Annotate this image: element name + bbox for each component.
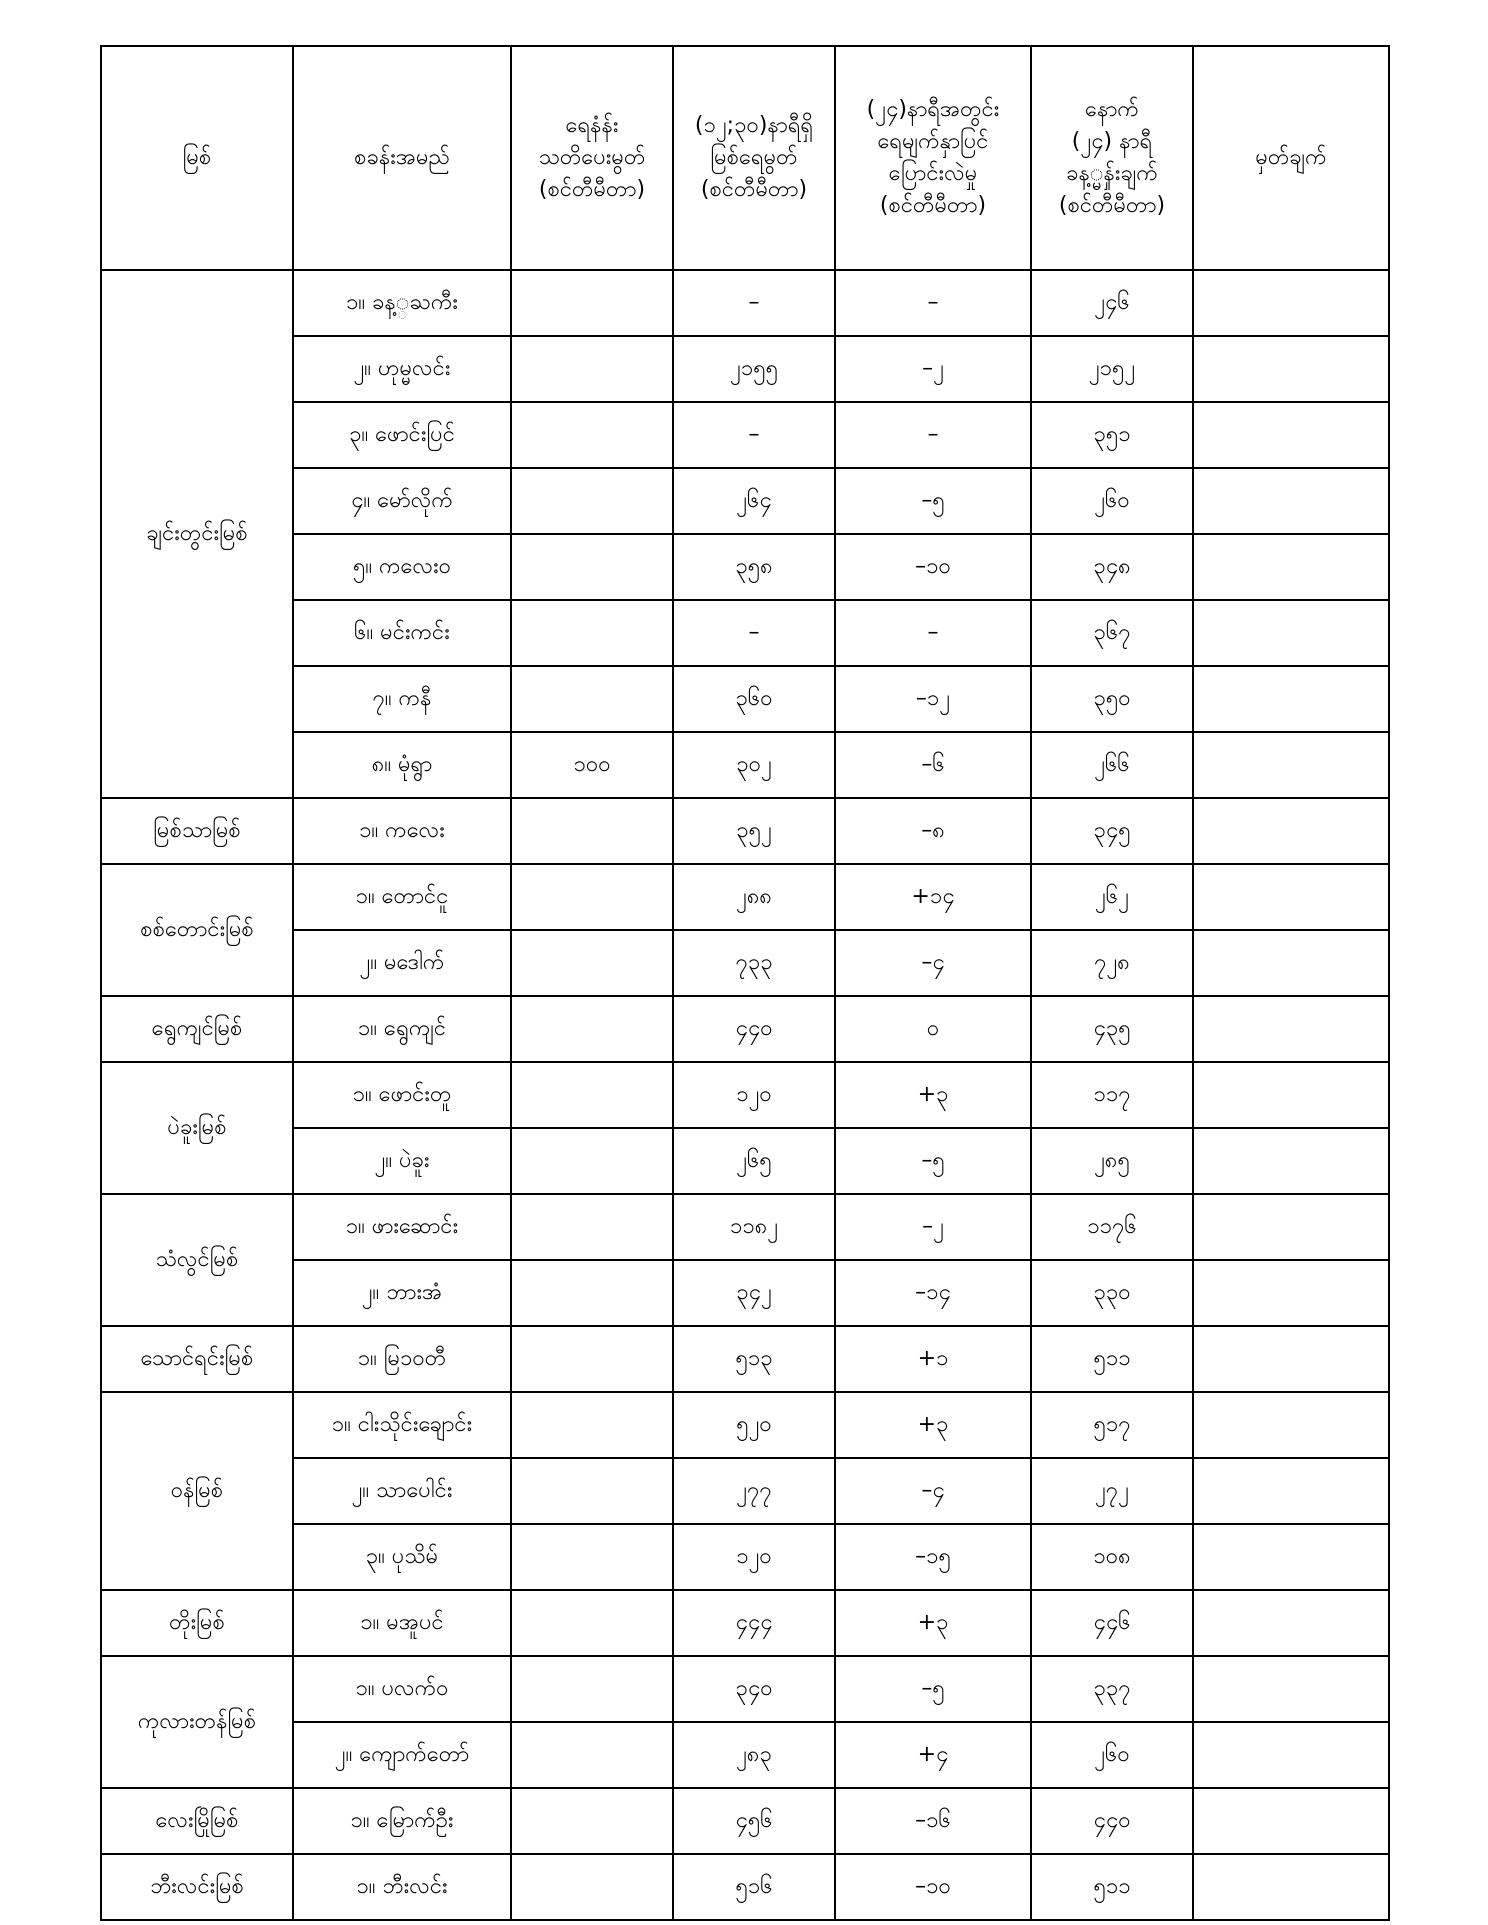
danger-level-cell <box>511 1722 673 1788</box>
table-row <box>101 1656 1389 1722</box>
station-name-cell: ၁။ ငါးသိုင်းချောင်း <box>293 1392 511 1458</box>
forecast-level-cell: ၁၁၇၆ <box>1031 1194 1193 1260</box>
station-name-cell: ၂။ သာပေါင်း <box>293 1458 511 1524</box>
forecast-level-cell: ၅၁၁ <box>1031 1326 1193 1392</box>
current-level-cell: ၁၁၈၂ <box>673 1194 835 1260</box>
danger-level-cell <box>511 1128 673 1194</box>
station-name-cell: ၁။ ဖောင်းတူ <box>293 1062 511 1128</box>
remark-cell <box>1193 864 1389 930</box>
level-change-cell: –၈ <box>835 798 1031 864</box>
current-level-cell: ၁၂၀ <box>673 1062 835 1128</box>
table-body <box>101 270 1389 1920</box>
station-name-cell: ၁။ ဖားဆောင်း <box>293 1194 511 1260</box>
level-change-cell: – <box>835 402 1031 468</box>
current-level-cell: – <box>673 600 835 666</box>
table-row <box>101 1326 1389 1392</box>
current-level-cell: ၅၁၃ <box>673 1326 835 1392</box>
remark-cell <box>1193 336 1389 402</box>
forecast-level-cell: ၂၆၀ <box>1031 1722 1193 1788</box>
station-name-cell: ၂။ မဒေါက် <box>293 930 511 996</box>
remark-cell <box>1193 732 1389 798</box>
level-change-cell: +၁ <box>835 1326 1031 1392</box>
column-header-current-level: (၁၂;၃၀)နာရီရှိ မြစ်ရေမွတ် (စင်တီမီတာ) <box>673 46 835 270</box>
river-name-cell: မြစ်သာမြစ် <box>101 798 293 864</box>
forecast-level-cell: ၃၃၇ <box>1031 1656 1193 1722</box>
table-row <box>101 930 1389 996</box>
danger-level-cell <box>511 1194 673 1260</box>
danger-level-cell <box>511 798 673 864</box>
forecast-level-cell: ၃၃၀ <box>1031 1260 1193 1326</box>
remark-cell <box>1193 1392 1389 1458</box>
forecast-level-cell: ၁၁၇ <box>1031 1062 1193 1128</box>
current-level-cell: ၂၆၄ <box>673 468 835 534</box>
danger-level-cell: ၁၀၀ <box>511 732 673 798</box>
station-name-cell: ၂။ ပဲခူး <box>293 1128 511 1194</box>
table-row <box>101 666 1389 732</box>
river-name-cell: ရွေကျင်မြစ် <box>101 996 293 1062</box>
level-change-cell: – <box>835 600 1031 666</box>
level-change-cell: –၁၂ <box>835 666 1031 732</box>
river-name-cell: ပဲခူးမြစ် <box>101 1062 293 1194</box>
danger-level-cell <box>511 930 673 996</box>
current-level-cell: ၄၄၀ <box>673 996 835 1062</box>
station-name-cell: ၁။ ရွေကျင် <box>293 996 511 1062</box>
forecast-level-cell: ၃၄၅ <box>1031 798 1193 864</box>
level-change-cell: –၁၀ <box>835 1854 1031 1920</box>
station-name-cell: ၁။ ကလေး <box>293 798 511 864</box>
station-name-cell: ၃။ ဖောင်းပြင် <box>293 402 511 468</box>
river-name-cell: တိုးမြစ် <box>101 1590 293 1656</box>
forecast-level-cell: ၂၁၅၂ <box>1031 336 1193 402</box>
remark-cell <box>1193 1458 1389 1524</box>
forecast-level-cell: ၂၆၂ <box>1031 864 1193 930</box>
table-row <box>101 468 1389 534</box>
station-name-cell: ၁။ ဘီးလင်း <box>293 1854 511 1920</box>
station-name-cell: ၂။ ဟုမ္မလင်း <box>293 336 511 402</box>
table-row <box>101 1788 1389 1854</box>
current-level-cell: ၅၂၀ <box>673 1392 835 1458</box>
column-header-station: စခန်းအမည် <box>293 46 511 270</box>
danger-level-cell <box>511 666 673 732</box>
station-name-cell: ၄။ မော်လိုက် <box>293 468 511 534</box>
forecast-level-cell: ၅၁၇ <box>1031 1392 1193 1458</box>
current-level-cell: ၄၅၆ <box>673 1788 835 1854</box>
forecast-level-cell: ၂၇၂ <box>1031 1458 1193 1524</box>
table-header <box>101 46 1389 270</box>
level-change-cell: – <box>835 270 1031 336</box>
level-change-cell: –၄ <box>835 1458 1031 1524</box>
table-row <box>101 270 1389 336</box>
forecast-level-cell: ၃၄၈ <box>1031 534 1193 600</box>
station-name-cell: ၃။ ပုသိမ် <box>293 1524 511 1590</box>
remark-cell <box>1193 1788 1389 1854</box>
remark-cell <box>1193 600 1389 666</box>
table-row <box>101 1722 1389 1788</box>
current-level-cell: ၂၈၈ <box>673 864 835 930</box>
current-level-cell: ၃၆၀ <box>673 666 835 732</box>
table-row <box>101 336 1389 402</box>
forecast-level-cell: ၄၃၅ <box>1031 996 1193 1062</box>
remark-cell <box>1193 1128 1389 1194</box>
column-header-remark: မှတ်ချက် <box>1193 46 1389 270</box>
remark-cell <box>1193 1062 1389 1128</box>
forecast-level-cell: ၁၀၈ <box>1031 1524 1193 1590</box>
river-name-cell: ချင်းတွင်းမြစ် <box>101 270 293 798</box>
remark-cell <box>1193 402 1389 468</box>
station-name-cell: ၁။ ပလက်ဝ <box>293 1656 511 1722</box>
column-header-river: မြစ် <box>101 46 293 270</box>
remark-cell <box>1193 798 1389 864</box>
current-level-cell: ၅၁၆ <box>673 1854 835 1920</box>
river-name-cell: သောင်ရင်းမြစ် <box>101 1326 293 1392</box>
table-row <box>101 864 1389 930</box>
remark-cell <box>1193 1656 1389 1722</box>
forecast-level-cell: ၃၆၇ <box>1031 600 1193 666</box>
level-change-cell: +၃ <box>835 1392 1031 1458</box>
level-change-cell: –၂ <box>835 1194 1031 1260</box>
current-level-cell: ၃၄၂ <box>673 1260 835 1326</box>
level-change-cell: –၅ <box>835 1656 1031 1722</box>
station-name-cell: ၆။ မင်းကင်း <box>293 600 511 666</box>
table-row <box>101 1128 1389 1194</box>
danger-level-cell <box>511 468 673 534</box>
table-row <box>101 1194 1389 1260</box>
danger-level-cell <box>511 402 673 468</box>
station-name-cell: ၁။ ခန့္ႀကီး <box>293 270 511 336</box>
table-row <box>101 1524 1389 1590</box>
river-name-cell: ဝန်မြစ် <box>101 1392 293 1590</box>
danger-level-cell <box>511 864 673 930</box>
station-name-cell: ၁။ မအူပင် <box>293 1590 511 1656</box>
forecast-level-cell: ၇၂၈ <box>1031 930 1193 996</box>
remark-cell <box>1193 1194 1389 1260</box>
current-level-cell: ၄၄၄ <box>673 1590 835 1656</box>
river-name-cell: သံလွင်မြစ် <box>101 1194 293 1326</box>
current-level-cell: ၃၄၀ <box>673 1656 835 1722</box>
current-level-cell: ၂၈၃ <box>673 1722 835 1788</box>
danger-level-cell <box>511 1458 673 1524</box>
current-level-cell: ၂၆၅ <box>673 1128 835 1194</box>
danger-level-cell <box>511 1062 673 1128</box>
danger-level-cell <box>511 1854 673 1920</box>
column-header-24h-change: (၂၄)နာရီအတွင်း ရေမျက်နှာပြင် ပြောင်းလဲမှု (စင်တီမီတာ) <box>835 46 1031 270</box>
level-change-cell: +၁၄ <box>835 864 1031 930</box>
river-water-level-table <box>100 45 1390 1921</box>
current-level-cell: ၁၂၀ <box>673 1524 835 1590</box>
table-row <box>101 1854 1389 1920</box>
current-level-cell: ၂၁၅၅ <box>673 336 835 402</box>
remark-cell <box>1193 666 1389 732</box>
danger-level-cell <box>511 1326 673 1392</box>
level-change-cell: +၃ <box>835 1590 1031 1656</box>
table-row <box>101 732 1389 798</box>
forecast-level-cell: ၂၈၅ <box>1031 1128 1193 1194</box>
level-change-cell: +၄ <box>835 1722 1031 1788</box>
forecast-level-cell: ၂၄၆ <box>1031 270 1193 336</box>
remark-cell <box>1193 468 1389 534</box>
level-change-cell: –၂ <box>835 336 1031 402</box>
level-change-cell: –၁၀ <box>835 534 1031 600</box>
remark-cell <box>1193 930 1389 996</box>
level-change-cell: –၁၆ <box>835 1788 1031 1854</box>
forecast-level-cell: ၄၄၀ <box>1031 1788 1193 1854</box>
danger-level-cell <box>511 534 673 600</box>
level-change-cell: –၅ <box>835 1128 1031 1194</box>
forecast-level-cell: ၅၁၁ <box>1031 1854 1193 1920</box>
remark-cell <box>1193 1524 1389 1590</box>
river-name-cell: လေးမြိုမြစ် <box>101 1788 293 1854</box>
current-level-cell: ၂၇၇ <box>673 1458 835 1524</box>
level-change-cell: –၄ <box>835 930 1031 996</box>
current-level-cell: ၃၅၂ <box>673 798 835 864</box>
level-change-cell: –၁၅ <box>835 1524 1031 1590</box>
danger-level-cell <box>511 1524 673 1590</box>
header-row <box>101 46 1389 270</box>
level-change-cell: +၃ <box>835 1062 1031 1128</box>
remark-cell <box>1193 534 1389 600</box>
station-name-cell: ၅။ ကလေးဝ <box>293 534 511 600</box>
forecast-level-cell: ၂၆၀ <box>1031 468 1193 534</box>
station-name-cell: ၈။ မုံရွာ <box>293 732 511 798</box>
remark-cell <box>1193 1854 1389 1920</box>
station-name-cell: ၂။ ကျောက်တော် <box>293 1722 511 1788</box>
table-row <box>101 534 1389 600</box>
level-change-cell: ၀ <box>835 996 1031 1062</box>
table-row <box>101 1458 1389 1524</box>
river-name-cell: ကုလားတန်မြစ် <box>101 1656 293 1788</box>
station-name-cell: ၇။ ကနီ <box>293 666 511 732</box>
danger-level-cell <box>511 996 673 1062</box>
danger-level-cell <box>511 270 673 336</box>
remark-cell <box>1193 270 1389 336</box>
danger-level-cell <box>511 1788 673 1854</box>
table-row <box>101 1260 1389 1326</box>
station-name-cell: ၂။ ဘားအံ <box>293 1260 511 1326</box>
table-row <box>101 600 1389 666</box>
remark-cell <box>1193 996 1389 1062</box>
forecast-level-cell: ၃၅၁ <box>1031 402 1193 468</box>
table-row <box>101 1062 1389 1128</box>
level-change-cell: –၁၄ <box>835 1260 1031 1326</box>
remark-cell <box>1193 1590 1389 1656</box>
remark-cell <box>1193 1260 1389 1326</box>
current-level-cell: ၃၀၂ <box>673 732 835 798</box>
table-row <box>101 1392 1389 1458</box>
forecast-level-cell: ၃၅၀ <box>1031 666 1193 732</box>
table-row <box>101 402 1389 468</box>
danger-level-cell <box>511 1260 673 1326</box>
current-level-cell: ၃၅၈ <box>673 534 835 600</box>
current-level-cell: ၇၃၃ <box>673 930 835 996</box>
current-level-cell: – <box>673 270 835 336</box>
danger-level-cell <box>511 1392 673 1458</box>
table-row <box>101 798 1389 864</box>
forecast-level-cell: ၄၄၆ <box>1031 1590 1193 1656</box>
table-row <box>101 1590 1389 1656</box>
river-name-cell: စစ်တောင်းမြစ် <box>101 864 293 996</box>
station-name-cell: ၁။ တောင်ငူ <box>293 864 511 930</box>
level-change-cell: –၅ <box>835 468 1031 534</box>
current-level-cell: – <box>673 402 835 468</box>
danger-level-cell <box>511 600 673 666</box>
danger-level-cell <box>511 1590 673 1656</box>
table-row <box>101 996 1389 1062</box>
forecast-level-cell: ၂၆၆ <box>1031 732 1193 798</box>
remark-cell <box>1193 1326 1389 1392</box>
column-header-24h-forecast: နောက် (၂၄) နာရီ ခန့္မှန်းချက် (စင်တီမီတာ) <box>1031 46 1193 270</box>
station-name-cell: ၁။ မြောက်ဦး <box>293 1788 511 1854</box>
level-change-cell: –၆ <box>835 732 1031 798</box>
column-header-danger-level: ရေနံန်း သတိပေးမွတ် (စင်တီမီတာ) <box>511 46 673 270</box>
station-name-cell: ၁။ မြ၁၀တီ <box>293 1326 511 1392</box>
remark-cell <box>1193 1722 1389 1788</box>
river-name-cell: ဘီးလင်းမြစ် <box>101 1854 293 1920</box>
danger-level-cell <box>511 1656 673 1722</box>
danger-level-cell <box>511 336 673 402</box>
